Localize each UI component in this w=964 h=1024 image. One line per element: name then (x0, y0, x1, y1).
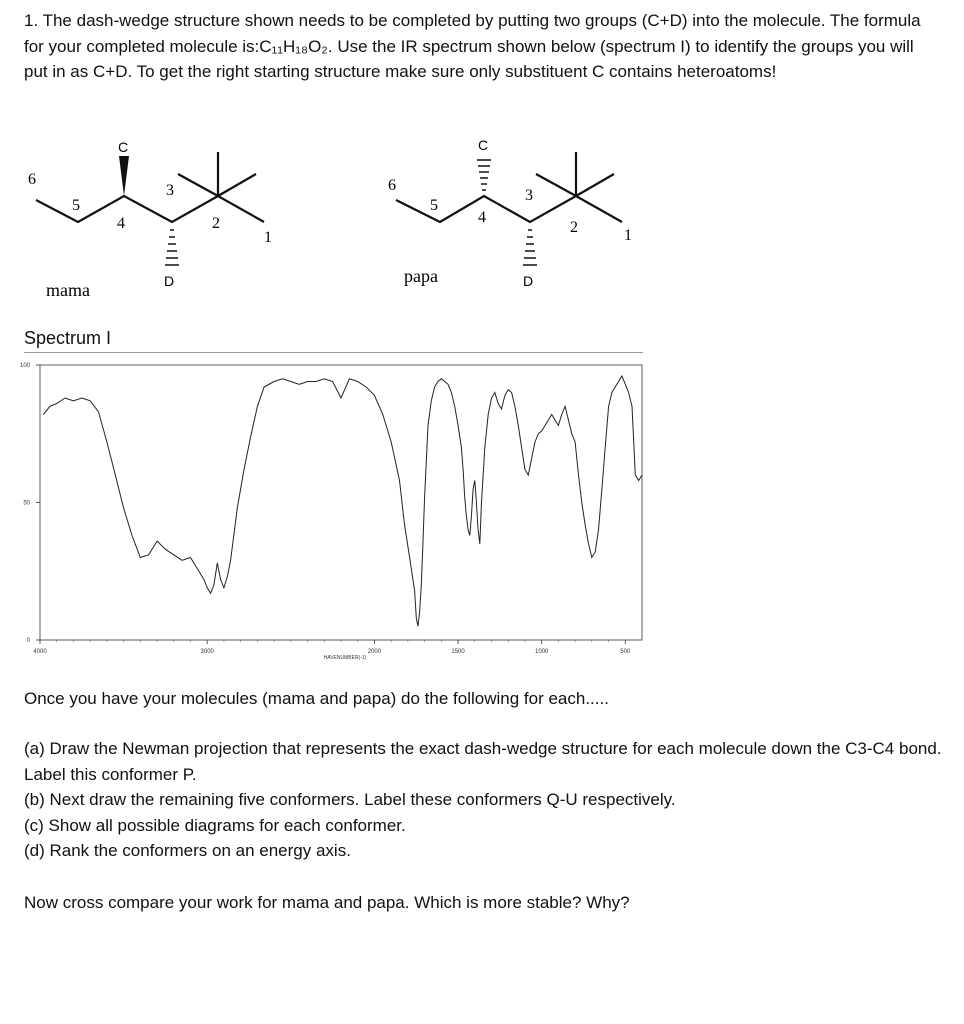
x-tick-label: 1000 (534, 649, 549, 655)
structures-figure (0, 130, 964, 330)
molecule-mama (36, 152, 264, 222)
mama-methyl-right (218, 174, 256, 196)
y-tick-label: 0 (26, 638, 30, 644)
papa-d-dash (523, 230, 537, 265)
x-tick-label: 500 (620, 649, 631, 655)
closing-question: Now cross compare your work for mama and papa. Which is more stable? Why? (24, 893, 630, 912)
x-tick-label: 3000 (200, 649, 214, 655)
mama-methyl-left (178, 174, 218, 196)
papa-atom-3: 3 (525, 187, 533, 204)
papa-label-d: D (523, 273, 534, 289)
instruction-c: (c) Show all possible diagrams for each conformer. (24, 815, 406, 835)
mama-c-wedge (119, 156, 129, 196)
x-axis-label: HAVENUMBER(-1) (323, 655, 367, 661)
mama-atom-1: 1 (264, 229, 272, 246)
mama-atom-5: 5 (72, 197, 80, 214)
spectrum-title: Spectrum I (24, 328, 112, 348)
chart-ticks (20, 363, 631, 655)
mama-d-dash (165, 230, 179, 265)
mama-label-c: C (118, 139, 129, 155)
papa-label-c: C (478, 137, 489, 153)
chart-axes (40, 365, 642, 640)
mama-skeleton (36, 196, 264, 222)
papa-name: papa (404, 266, 438, 286)
question-text: 1. The dash-wedge structure shown needs to be completed by putting two groups (C+D) into the molecule. The formula for your completed molecule is:C₁₁H₁₈O₂. Use the IR spectrum shown below (spectrum I) to identify the groups you will put in as C+D. To get the right starting structure make sure only substituent C contains heteroatoms! (24, 11, 921, 81)
instruction-b: (b) Next draw the remaining five conformers. Label these conformers Q-U respectively. (24, 790, 676, 809)
mama-atom-6: 6 (28, 171, 36, 188)
instructions-list (24, 736, 944, 864)
y-tick-label: 100 (19, 363, 30, 369)
mama-atom-2: 2 (212, 215, 220, 232)
x-tick-label: 2000 (367, 649, 382, 655)
papa-atom-1: 1 (624, 227, 632, 244)
papa-c-dash (477, 160, 491, 190)
papa-methyl-left (536, 174, 576, 196)
papa-atom-4: 4 (478, 209, 486, 226)
ir-spectrum-chart (0, 355, 650, 665)
papa-atom-6: 6 (388, 177, 396, 194)
x-tick-label: 4000 (33, 649, 47, 655)
instruction-d: (d) Rank the conformers on an energy axis. (24, 841, 351, 860)
y-tick-label: 50 (23, 500, 30, 507)
x-tick-label: 1500 (451, 649, 465, 655)
instructions-intro: Once you have your molecules (mama and papa) do the following for each..... (24, 689, 609, 708)
plot-frame (40, 365, 642, 640)
mama-name: mama (46, 280, 90, 300)
mama-atom-3: 3 (166, 182, 174, 199)
ir-trace (43, 376, 642, 626)
papa-atom-2: 2 (570, 219, 578, 236)
divider-line (24, 352, 643, 353)
papa-methyl-right (576, 174, 614, 196)
mama-label-d: D (164, 273, 175, 289)
mama-atom-4: 4 (117, 215, 125, 232)
instruction-a: (a) Draw the Newman projection that represents the exact dash-wedge structure for each molecule down the C3-C4 bond. Label this conformer P. (24, 739, 942, 784)
papa-atom-5: 5 (430, 197, 438, 214)
